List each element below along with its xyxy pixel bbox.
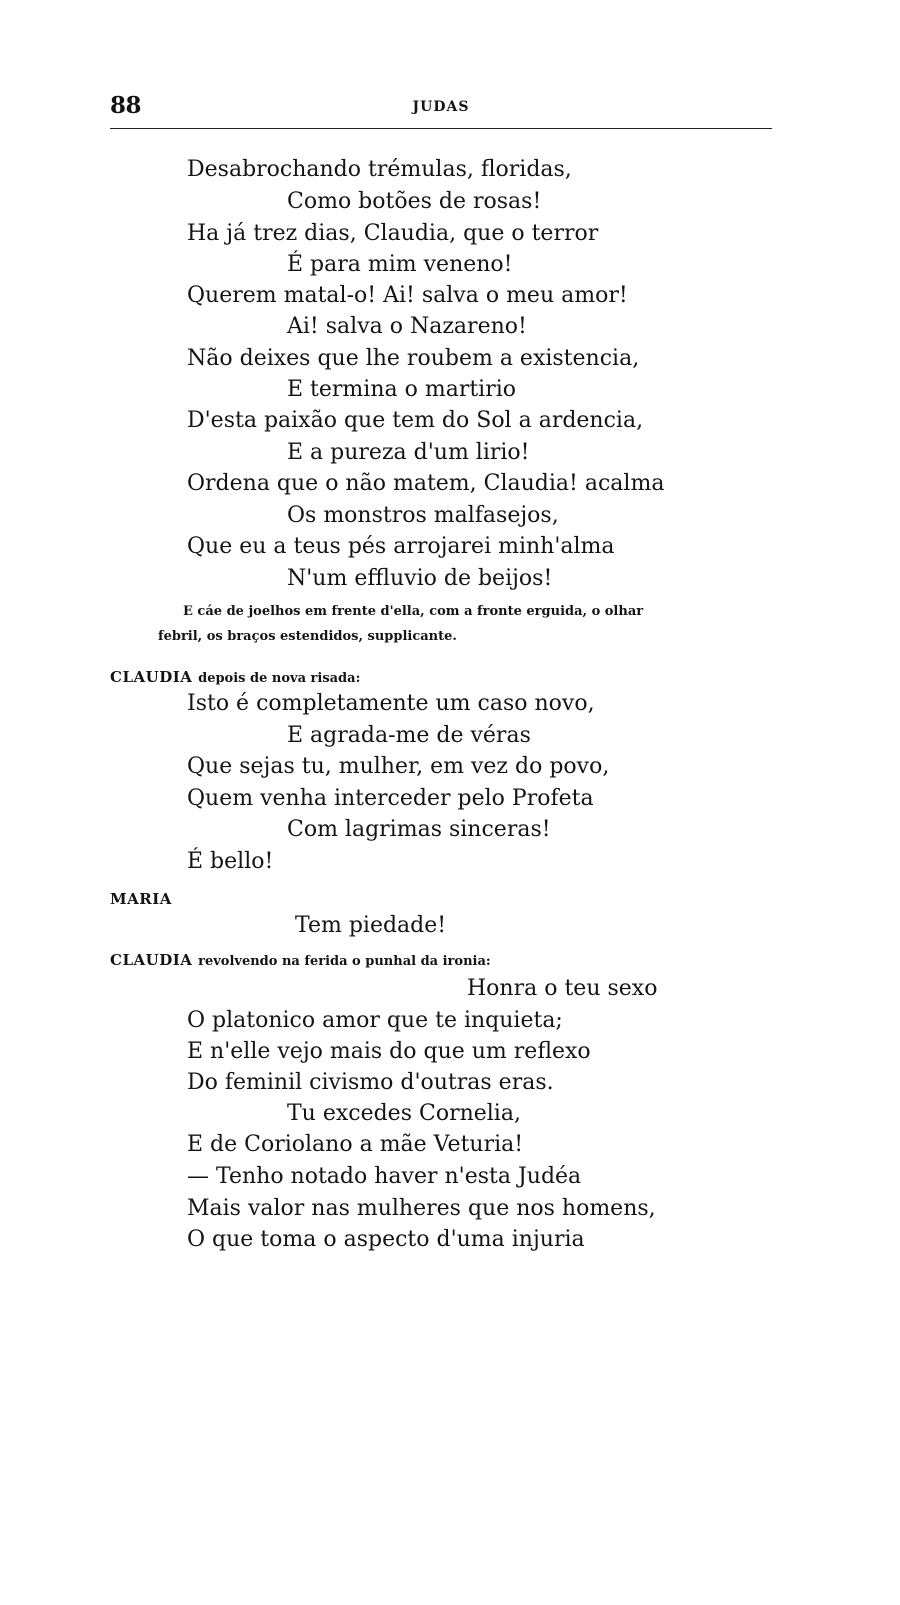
speaker-name: MARIA (110, 890, 172, 908)
verse-line: Tu excedes Cornelia, (287, 1101, 521, 1126)
verse-line: Que eu a teus pés arrojarei minh'alma (187, 534, 615, 559)
verse-line: É para mim veneno! (287, 252, 513, 277)
verse-line: — Tenho notado haver n'esta Judéa (187, 1164, 582, 1189)
verse-line: Honra o teu sexo (467, 976, 658, 1001)
speaker-direction: revolvendo na ferida o punhal da ironia: (198, 954, 491, 969)
verse-line: E a pureza d'um lirio! (287, 440, 530, 465)
stage-direction: E cáe de joelhos em frente d'ella, com a fronte erguida, o olhar (183, 604, 644, 619)
speaker-label (110, 889, 172, 909)
verse-line: Tem piedade! (295, 913, 447, 938)
speaker-label (110, 667, 360, 689)
running-title: JUDAS (412, 99, 470, 115)
verse-line: E termina o martirio (287, 377, 517, 402)
verse-line: Os monstros malfasejos, (287, 503, 559, 528)
verse-line: Como botões de rosas! (287, 189, 542, 214)
verse-line: N'um effluvio de beijos! (287, 566, 553, 591)
verse-line: Ai! salva o Nazareno! (287, 314, 527, 339)
speaker-name: CLAUDIA (110, 951, 193, 969)
verse-line: Isto é completamente um caso novo, (187, 691, 595, 716)
speaker-name: CLAUDIA (110, 668, 193, 686)
stage-direction: febril, os braços estendidos, supplicante. (158, 629, 457, 644)
verse-line: O que toma o aspecto d'uma injuria (187, 1227, 585, 1252)
verse-line: E n'elle vejo mais do que um reflexo (187, 1039, 591, 1064)
header-rule (110, 128, 772, 129)
verse-line: E de Coriolano a mãe Veturia! (187, 1132, 524, 1157)
page-header (110, 92, 772, 132)
speaker-direction: depois de nova risada: (198, 671, 361, 686)
verse-line: Ordena que o não matem, Claudia! acalma (187, 471, 665, 496)
verse-line: Desabrochando trémulas, floridas, (187, 157, 572, 182)
verse-line: Mais valor nas mulheres que nos homens, (187, 1196, 656, 1221)
page-number: 88 (110, 92, 142, 119)
verse-line: Ha já trez dias, Claudia, que o terror (187, 221, 599, 246)
verse-line: Que sejas tu, mulher, em vez do povo, (187, 754, 610, 779)
verse-line: E agrada-me de véras (287, 723, 531, 748)
verse-line: Não deixes que lhe roubem a existencia, (187, 346, 640, 371)
verse-line: Do feminil civismo d'outras eras. (187, 1070, 554, 1095)
verse-line: Quem venha interceder pelo Profeta (187, 786, 594, 811)
verse-line: O platonico amor que te inquieta; (187, 1008, 563, 1033)
verse-line: D'esta paixão que tem do Sol a ardencia, (187, 408, 644, 433)
speaker-label (110, 950, 491, 972)
verse-line: Querem matal-o! Ai! salva o meu amor! (187, 283, 628, 308)
verse-line: Com lagrimas sinceras! (287, 817, 551, 842)
verse-line: É bello! (187, 849, 274, 874)
